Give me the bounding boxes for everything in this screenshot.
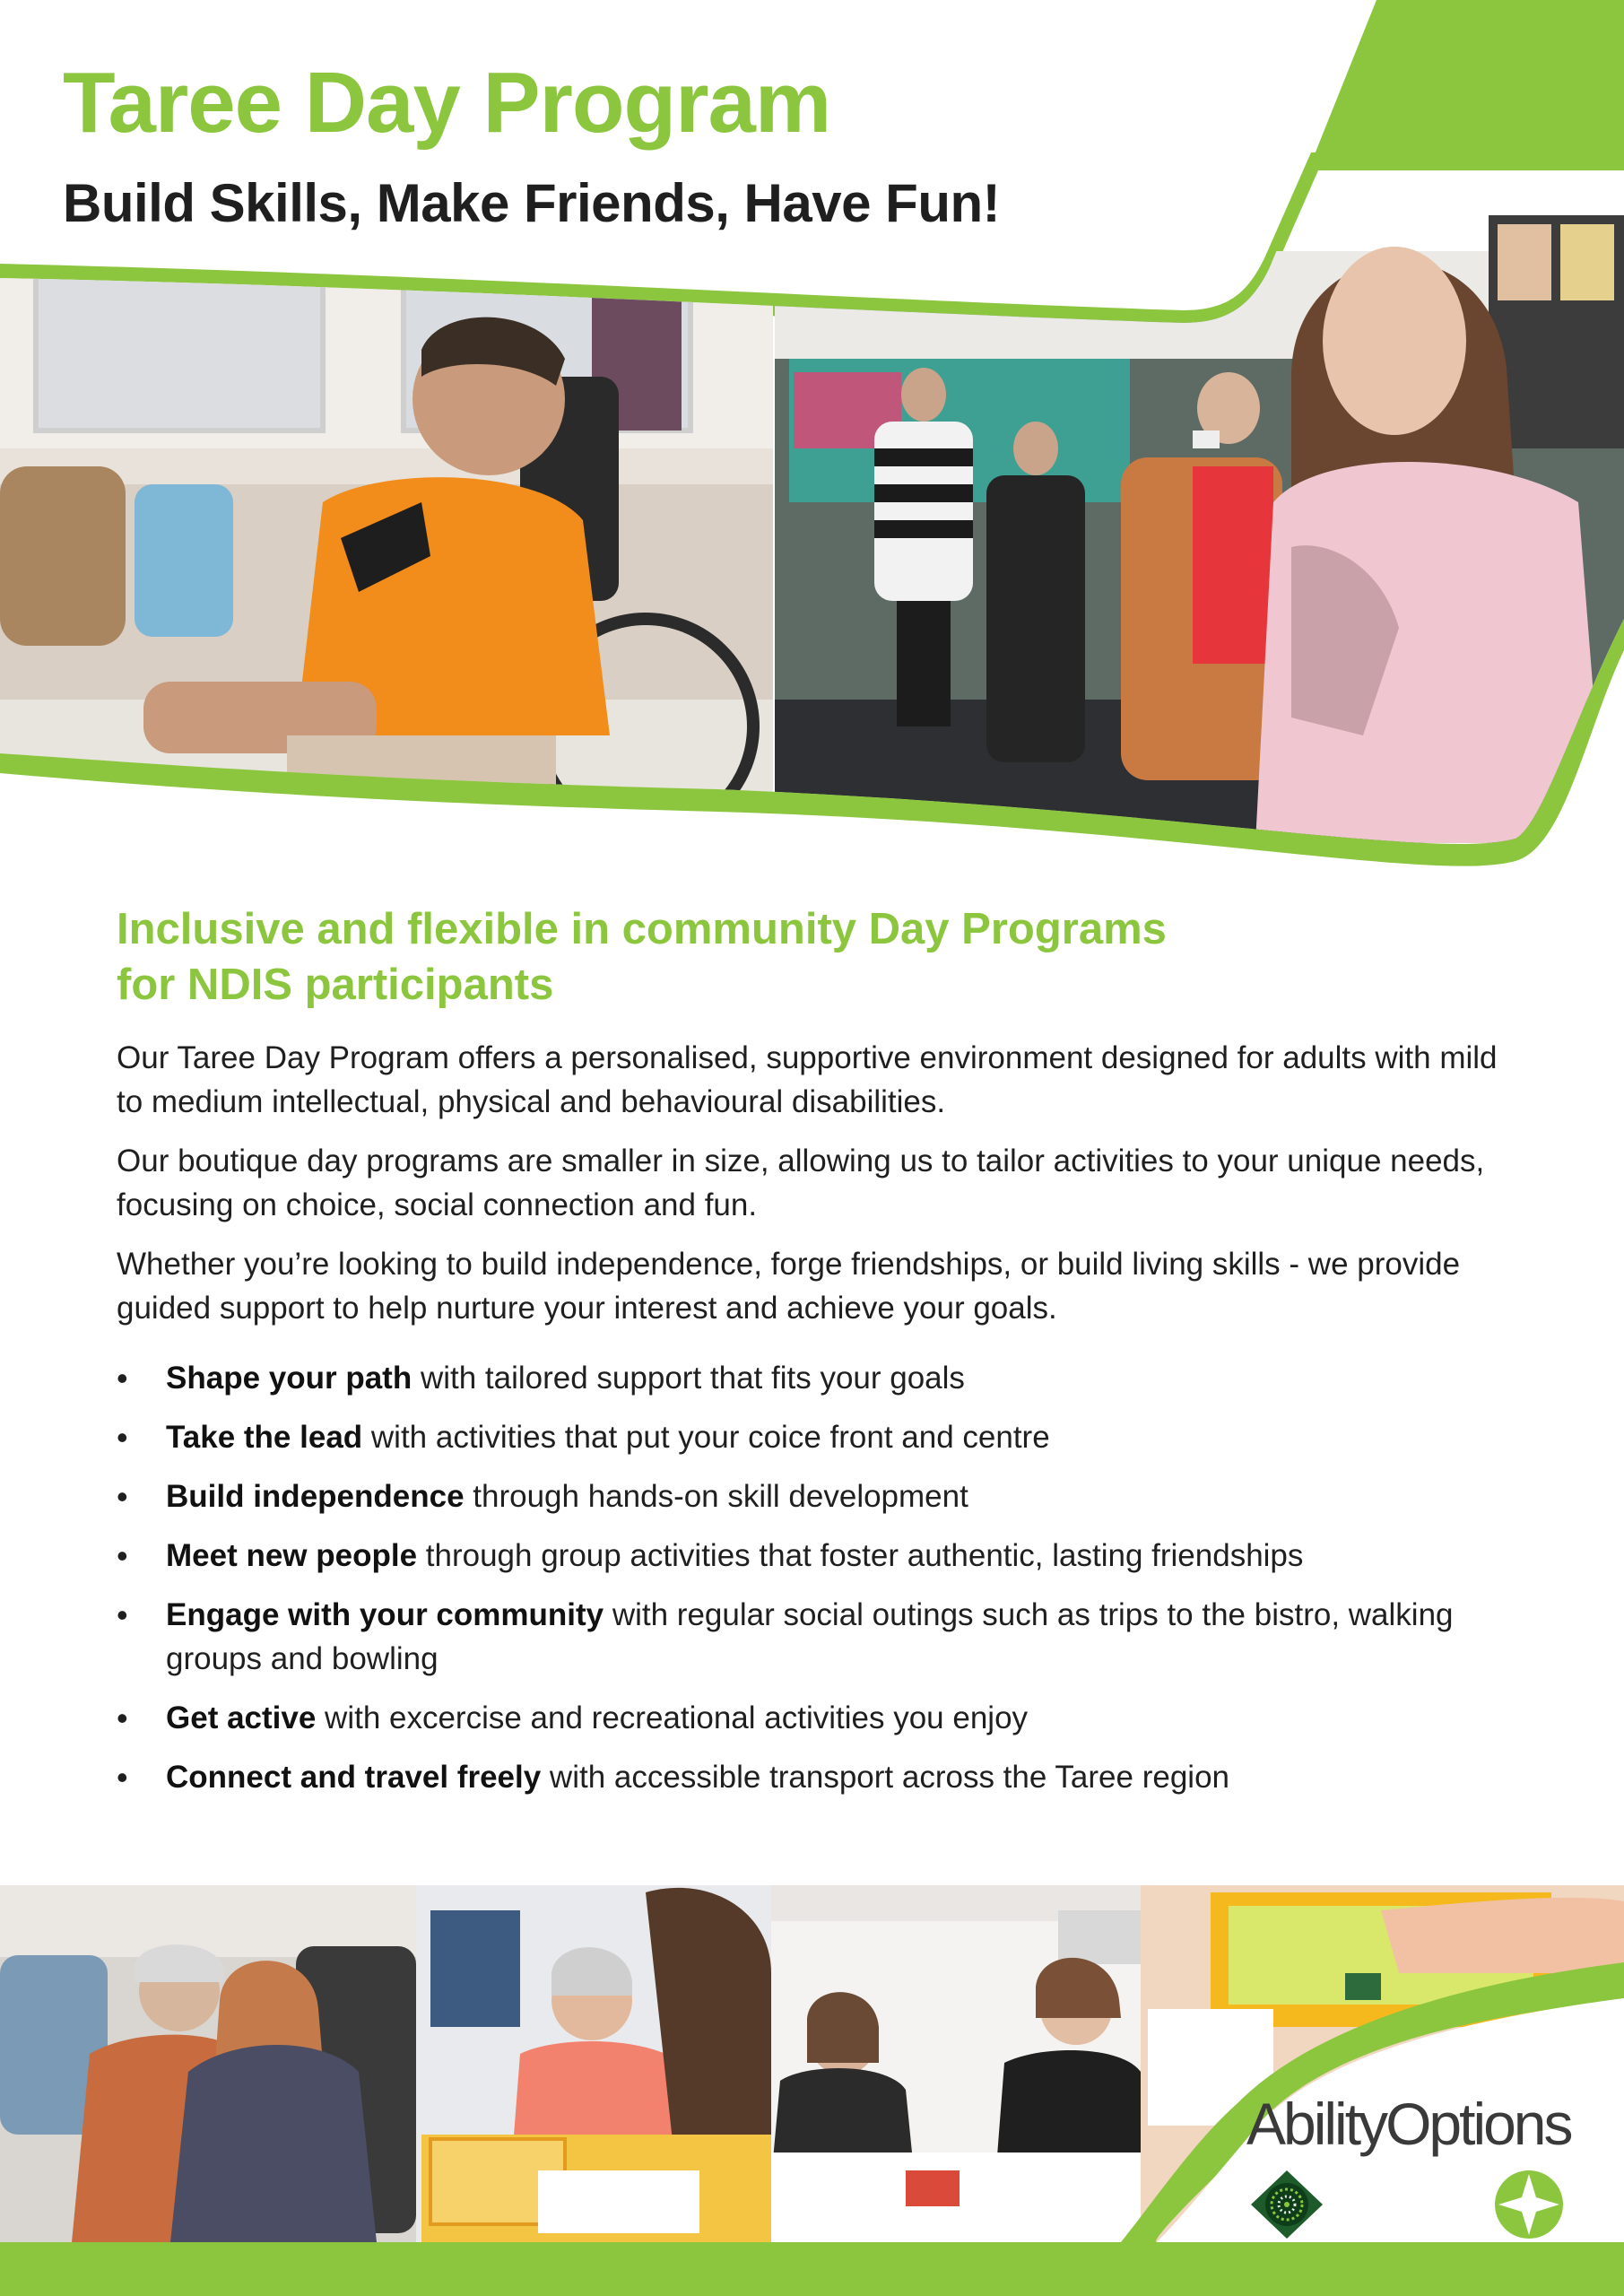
benefits-list (117, 1356, 1515, 1814)
page-subtitle: Build Skills, Make Friends, Have Fun! (63, 173, 1001, 233)
photo-van (0, 1885, 416, 2242)
list-item-text: with excercise and recreational activities you enjoy (316, 1700, 1029, 1735)
list-item-bold: Meet new people (166, 1538, 418, 1573)
boutique-paragraph: Our boutique day programs are smaller in size, allowing us to tailor activities to your unique needs, focusing on choice, social connection and fun. (117, 1144, 1485, 1222)
bottom-green-band (0, 2242, 1624, 2296)
list-item (117, 1593, 1515, 1681)
list-item (117, 1474, 1515, 1518)
list-item-bold: Take the lead (166, 1420, 363, 1455)
list-item-text: through hands-on skill development (464, 1479, 968, 1514)
list-item-text: with activities that put your coice front and centre (362, 1420, 1050, 1455)
logo-word-options: Options (1385, 2091, 1571, 2157)
logo-word-ability: Ability (1246, 2091, 1386, 2157)
list-item (117, 1755, 1515, 1799)
list-item (117, 1696, 1515, 1740)
section-heading (117, 901, 1462, 1013)
intro-paragraph: Our Taree Day Program offers a personalised, supportive environment designed for adults with mild to medium intellectual, physical and behavioural disabilities. (117, 1040, 1498, 1119)
list-item-text: with regular social outings such as trips to the bistro, walking groups and bowling (166, 1597, 1454, 1676)
photo-man-wheelchair (0, 251, 773, 843)
photo-puzzle-activity (416, 1885, 771, 2242)
list-item-text: with accessible transport across the Taree region (541, 1760, 1229, 1795)
section-heading-line2: for NDIS participants (117, 961, 554, 1009)
list-item (117, 1356, 1515, 1400)
list-item-bold: Engage with your community (166, 1597, 604, 1632)
compass-star-icon (1493, 2169, 1565, 2240)
section-heading-line1: Inclusive and flexible in community Day Programs (117, 905, 1167, 953)
list-item (117, 1534, 1515, 1578)
photo-card-game (771, 1885, 1141, 2242)
goals-paragraph: Whether you’re looking to build independence, forge friendships, or build living skills - we provide guided support to help nurture your interest and achieve your goals. (117, 1247, 1461, 1326)
list-item-bold: Shape your path (166, 1361, 413, 1396)
list-item-bold: Build independence (166, 1479, 465, 1514)
list-item-bold: Get active (166, 1700, 317, 1735)
page-title: Taree Day Program (63, 55, 831, 151)
aboriginal-emblem-icon (1246, 2169, 1327, 2240)
ability-options-logo (1246, 2090, 1571, 2158)
top-green-band (1311, 0, 1624, 163)
list-item-text: with tailored support that fits your goals (412, 1361, 965, 1396)
list-item-bold: Connect and travel freely (166, 1760, 542, 1795)
list-item-text: through group activities that foster authentic, lasting friendships (417, 1538, 1304, 1573)
list-item (117, 1415, 1515, 1459)
